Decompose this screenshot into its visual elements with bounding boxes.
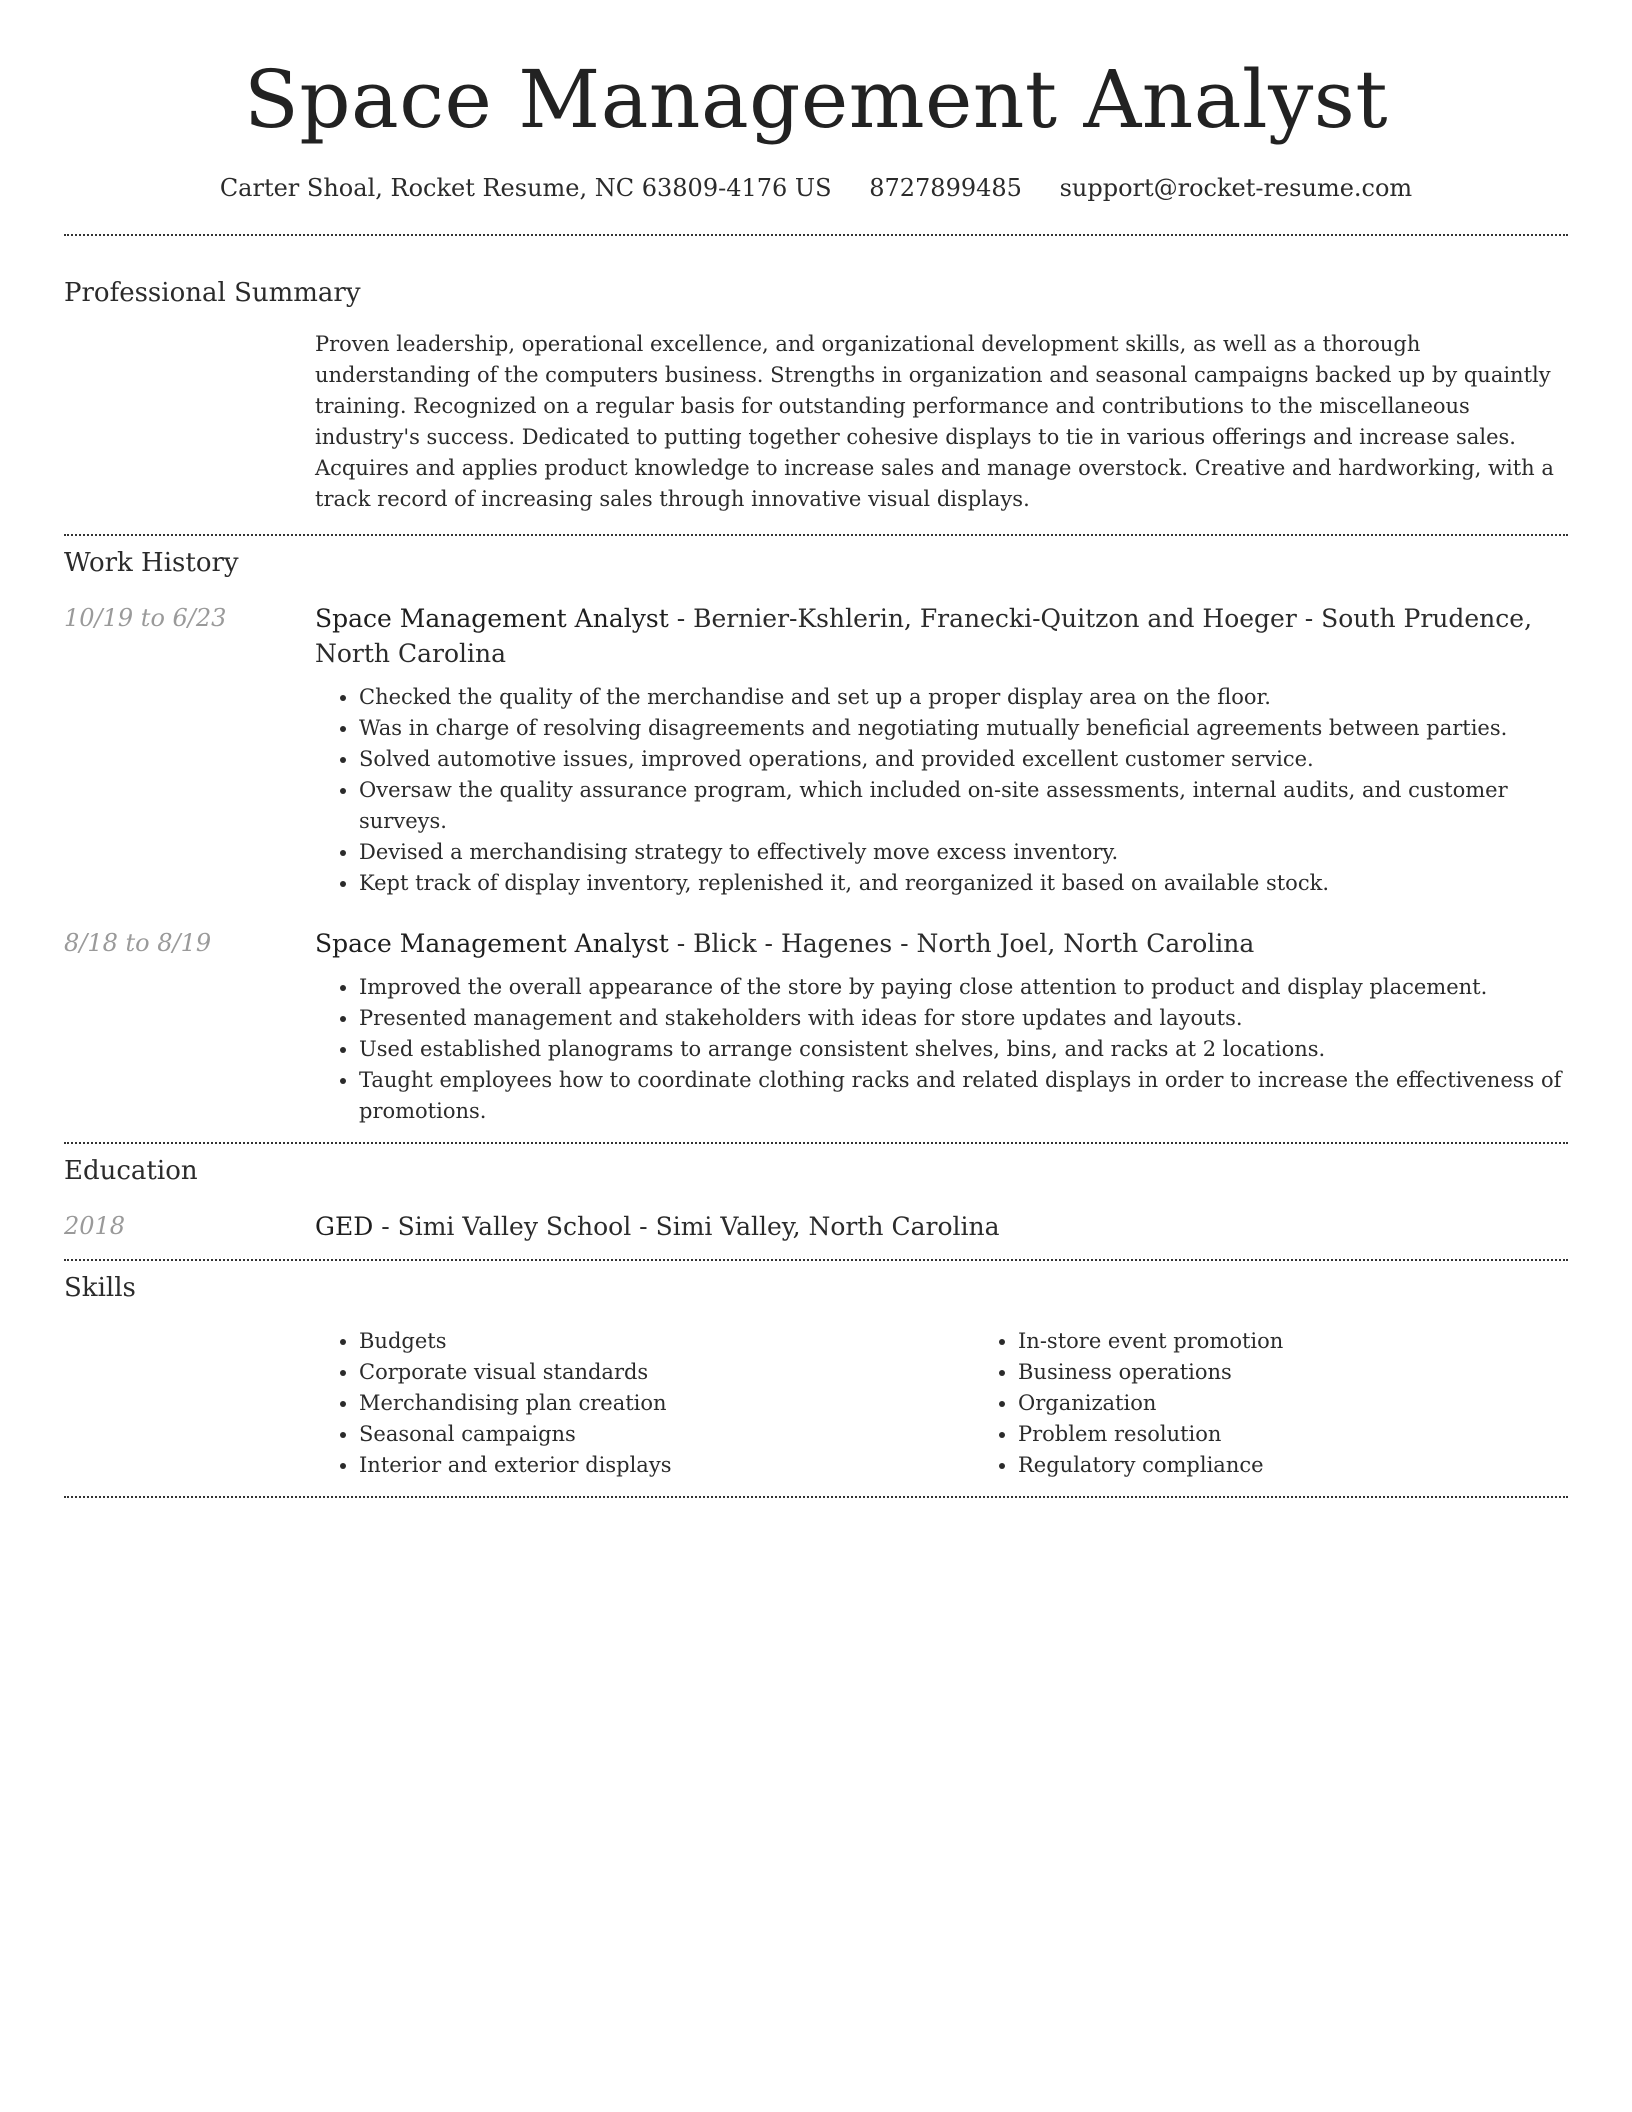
education-degree: GED — [315, 1212, 374, 1241]
section-heading-summary: Professional Summary — [64, 278, 361, 308]
job-bullet: • Checked the quality of the merchandise and set up a proper display area on the floor. — [359, 682, 1568, 713]
job-entry — [64, 601, 1568, 899]
skill-item: • Merchandising plan creation — [359, 1388, 974, 1419]
contact-email: support@rocket-resume.com — [1059, 174, 1413, 202]
page-title: Space Management Analyst — [244, 53, 1388, 146]
education-title — [315, 1209, 1568, 1244]
divider — [64, 1496, 1568, 1498]
education-entry — [64, 1209, 1568, 1244]
divider — [64, 234, 1568, 236]
skills-row — [64, 1326, 1568, 1481]
job-bullet: • Used established planograms to arrange consistent shelves, bins, and racks at 2 locations. — [359, 1034, 1568, 1065]
contact-address: Carter Shoal, Rocket Resume, NC 63809-4176 US — [219, 174, 832, 202]
job-content — [315, 601, 1568, 899]
job-bullet: • Oversaw the quality assurance program, which included on-site assessments, internal audits, and customer surveys. — [359, 775, 1568, 837]
skills-section — [64, 1271, 1568, 1481]
skill-item: • Business operations — [1018, 1357, 1632, 1388]
skill-item: • Regulatory compliance — [1018, 1450, 1632, 1481]
job-bullets — [315, 972, 1568, 1127]
job-bullet: • Was in charge of resolving disagreements and negotiating mutually beneficial agreements between parties. — [359, 713, 1568, 744]
job-bullet: • Taught employees how to coordinate clothing racks and related displays in order to increase the effectiveness of promotions. — [359, 1065, 1568, 1127]
job-bullet: • Presented management and stakeholders with ideas for store updates and layouts. — [359, 1003, 1568, 1034]
job-content — [315, 926, 1568, 1127]
divider — [64, 1259, 1568, 1261]
job-title — [315, 601, 1568, 671]
job-dates: 10/19 to 6/23 — [64, 604, 227, 632]
education-school: - Simi Valley School - Simi Valley, North Carolina — [373, 1212, 1000, 1241]
job-dates: 8/18 to 8/19 — [64, 929, 212, 957]
contact-line — [64, 172, 1568, 204]
section-heading-work: Work History — [64, 548, 239, 578]
summary-text: Proven leadership, operational excellence, and organizational development skills, as well as a thorough understanding of the computers business. Strengths in organization and seasonal campaigns backed up by quaintly training. Recognized on a regular basis for outstanding performance and contributions to the miscellaneous industry's success. Dedicated to putting together cohesive displays to tie in various offerings and increase sales. Acquires and applies product knowledge to increase sales and manage overstock. Creative and hardworking, with a track record of increasing sales through innovative visual displays. — [315, 332, 1554, 511]
summary-section — [64, 276, 1568, 515]
summary-row — [64, 329, 1568, 515]
skills-list-left — [315, 1326, 974, 1481]
job-bullet: • Improved the overall appearance of the store by paying close attention to product and display placement. — [359, 972, 1568, 1003]
divider — [64, 534, 1568, 536]
job-role: Space Management Analyst — [315, 604, 669, 633]
job-bullet: • Kept track of display inventory, replenished it, and reorganized it based on available stock. — [359, 868, 1568, 899]
job-bullet: • Devised a merchandising strategy to effectively move excess inventory. — [359, 837, 1568, 868]
skills-list-right — [974, 1326, 1632, 1481]
job-employer: - Blick - Hagenes - North Joel, North Carolina — [668, 929, 1255, 958]
skill-item: • Organization — [1018, 1388, 1632, 1419]
education-content — [315, 1209, 1568, 1244]
job-employer: - Bernier-Kshlerin, Franecki-Quitzon and Hoeger - South Prudence, North Carolina — [315, 604, 1533, 668]
skill-item: • In-store event promotion — [1018, 1326, 1632, 1357]
skill-item: • Problem resolution — [1018, 1419, 1632, 1450]
job-bullet: • Solved automotive issues, improved operations, and provided excellent customer service. — [359, 744, 1568, 775]
job-entry — [64, 926, 1568, 1127]
skill-item: • Budgets — [359, 1326, 974, 1357]
skill-item: • Interior and exterior displays — [359, 1450, 974, 1481]
education-section — [64, 1154, 1568, 1244]
job-role: Space Management Analyst — [315, 929, 669, 958]
section-heading-education: Education — [64, 1156, 198, 1186]
contact-phone: 8727899485 — [869, 174, 1022, 202]
skill-item: • Seasonal campaigns — [359, 1419, 974, 1450]
job-bullets — [315, 682, 1568, 899]
job-title — [315, 926, 1568, 961]
skill-item: • Corporate visual standards — [359, 1357, 974, 1388]
divider — [64, 1142, 1568, 1144]
skills-columns — [315, 1326, 1632, 1481]
education-year: 2018 — [64, 1212, 126, 1240]
section-heading-skills: Skills — [64, 1273, 136, 1303]
work-section — [64, 546, 1568, 1127]
